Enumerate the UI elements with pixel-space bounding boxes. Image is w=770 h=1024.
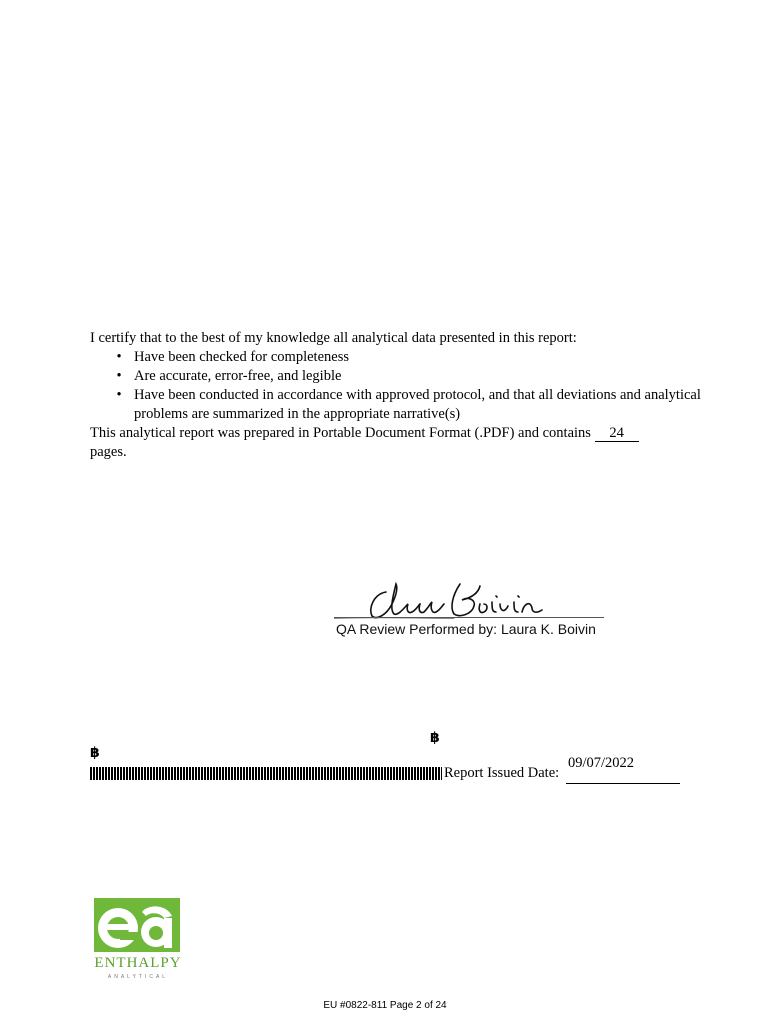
signature-line [334, 617, 604, 618]
date-underline [566, 783, 680, 784]
logo-brand: ENTHALPY [94, 955, 182, 971]
ea-logo-icon [90, 896, 190, 956]
certification-block [90, 329, 710, 462]
marker-symbol: ฿ [90, 745, 100, 761]
marker-symbol: ฿ [430, 730, 440, 746]
report-issued-date: 09/07/2022 [568, 755, 635, 771]
certification-list [90, 348, 710, 424]
certification-item: • Have been conducted in accordance with approved protocol, and that all deviations and analytical problems are summarized in the appropriate narrative(s) [90, 386, 710, 424]
format-statement: This analytical report was prepared in Portable Document Format (.PDF) and contains 24 [90, 424, 710, 443]
bullet-icon: • [116, 349, 122, 365]
qa-review-label: QA Review Performed by: Laura K. Boivin [336, 621, 596, 637]
redacted-text [90, 767, 442, 780]
bullet-icon: • [116, 368, 122, 384]
report-issued-label: Report Issued Date: [444, 765, 560, 781]
logo-subtitle: ANALYTICAL [107, 974, 169, 980]
certification-item: • Are accurate, error-free, and legible [90, 367, 710, 386]
bullet-icon: • [116, 387, 122, 403]
certification-intro: I certify that to the best of my knowledge all analytical data presented in this report: [90, 330, 577, 346]
page-footer: EU #0822-811 Page 2 of 24 [323, 1000, 447, 1011]
certification-item: • Have been checked for completeness [90, 348, 710, 367]
pages-word: pages. [90, 444, 127, 460]
enthalpy-logo [90, 896, 190, 986]
page-count: 24 [595, 426, 639, 442]
